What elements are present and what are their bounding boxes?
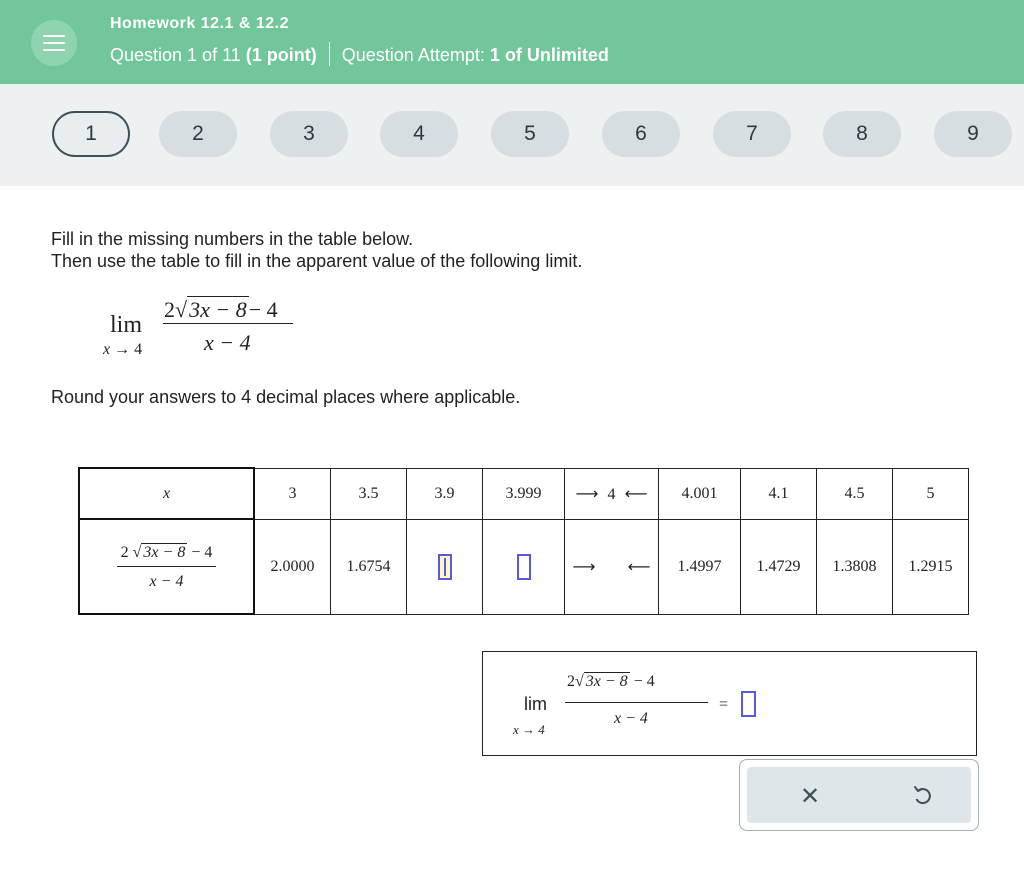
limit-symbol: lim [110, 312, 143, 338]
answer-radicand: 3x − 8 [585, 673, 628, 690]
fraction-bar [163, 323, 293, 324]
fx-cell [483, 519, 565, 614]
fx-cell: 1.3808 [817, 519, 893, 614]
x-cell: 4.5 [817, 468, 893, 519]
answer-numerator [567, 672, 655, 691]
question-nav [0, 84, 1024, 186]
answer-actions [739, 759, 979, 831]
sqrt-symbol: √3x − 8 [175, 297, 247, 322]
answer-input-x-3.9[interactable] [438, 554, 452, 580]
right-arrow: ⟶ [575, 483, 599, 503]
close-icon: ✕ [799, 782, 821, 810]
fx-radicand: 3x − 8 [143, 543, 186, 561]
fx-fraction: $\frac{2 √ 3x - 8 - 4}{x - 4}$ [117, 543, 217, 591]
x-cell: 4.001 [659, 468, 741, 519]
x-cell: 5 [893, 468, 969, 519]
numerator-radicand: 3x − 8 [189, 297, 247, 322]
question-nav-button-3[interactable]: 3 [270, 111, 348, 157]
numerator-coef: 2 [164, 297, 175, 322]
limit-approach: 4 [134, 341, 143, 358]
undo-icon [912, 785, 932, 807]
fx-denominator: x − 4 [117, 566, 217, 591]
limit-answer-box [482, 651, 977, 756]
question-nav-button-1[interactable]: 1 [52, 111, 130, 157]
limit-answer-input[interactable] [741, 691, 756, 717]
question-nav-button-9[interactable]: 9 [934, 111, 1012, 157]
fx-coef: 2 [120, 543, 129, 561]
clear-button[interactable] [795, 781, 825, 811]
answer-input-x-3.999[interactable] [517, 554, 531, 580]
divider [329, 42, 330, 66]
question-info [110, 44, 609, 68]
x-cell: 3 [254, 468, 331, 519]
prompt-line-1: Fill in the missing numbers in the table below. [51, 229, 414, 249]
x-header: x [79, 468, 254, 519]
hamburger-icon [43, 35, 65, 51]
menu-button[interactable] [31, 20, 77, 66]
fx-cell: 1.2915 [893, 519, 969, 614]
assignment-title: Homework 12.1 & 12.2 [110, 15, 289, 32]
answer-fraction-bar [565, 702, 708, 703]
limit-denominator: x − 4 [204, 330, 251, 355]
answer-limit-subscript: x → 4 [513, 722, 545, 737]
limit-arrow: → [114, 341, 131, 358]
x-cell: 3.999 [483, 468, 565, 519]
answer-sqrt-symbol: √ 3x − 8 [575, 673, 628, 690]
answer-coef: 2 [567, 673, 575, 690]
rounding-note: Round your answers to 4 decimal places where applicable. [51, 387, 521, 407]
fx-approach-cell [565, 519, 659, 614]
x-cell: 4.1 [741, 468, 817, 519]
question-nav-button-8[interactable]: 8 [823, 111, 901, 157]
question-nav-button-6[interactable]: 6 [602, 111, 680, 157]
x-cell: 3.5 [331, 468, 407, 519]
equals-sign: = [719, 696, 729, 713]
question-prompt [51, 228, 582, 272]
question-nav-button-7[interactable]: 7 [713, 111, 791, 157]
fx-cell: 1.4997 [659, 519, 741, 614]
fx-minus: − 4 [191, 543, 213, 561]
fx-cell [407, 519, 483, 614]
question-nav-button-4[interactable]: 4 [380, 111, 458, 157]
question-nav-button-2[interactable]: 2 [159, 111, 237, 157]
question-number: Question 1 of 11 [110, 44, 241, 65]
approach-value: 4 [607, 485, 616, 503]
fx-cell: 1.4729 [741, 519, 817, 614]
table-row-fx [79, 519, 969, 614]
answer-limit-symbol: lim [524, 694, 547, 714]
question-points: (1 point) [245, 44, 317, 65]
fx-cell: 1.6754 [331, 519, 407, 614]
fx-cell: 2.0000 [254, 519, 331, 614]
answer-minus: − 4 [633, 673, 655, 690]
header-bar [0, 0, 1024, 84]
limit-numerator [164, 296, 278, 323]
attempt-label: Question Attempt: [341, 44, 485, 65]
actions-panel [747, 767, 971, 823]
right-arrow: ⟶ [572, 557, 596, 576]
left-arrow: ⟵ [627, 557, 651, 576]
left-arrow: ⟵ [624, 483, 648, 503]
table-row-x [79, 468, 969, 519]
question-nav-button-5[interactable]: 5 [491, 111, 569, 157]
prompt-line-2: Then use the table to fill in the apparent value of the following limit. [51, 251, 583, 271]
reset-button[interactable] [907, 781, 937, 811]
attempt-value: 1 of Unlimited [489, 44, 609, 65]
answer-denominator: x − 4 [614, 710, 648, 727]
fx-header [79, 519, 254, 614]
values-table [78, 467, 969, 615]
limit-subscript [103, 341, 142, 359]
numerator-minus: − 4 [248, 297, 278, 322]
x-approach-cell [565, 468, 659, 519]
limit-var: x [103, 341, 111, 358]
x-cell: 3.9 [407, 468, 483, 519]
